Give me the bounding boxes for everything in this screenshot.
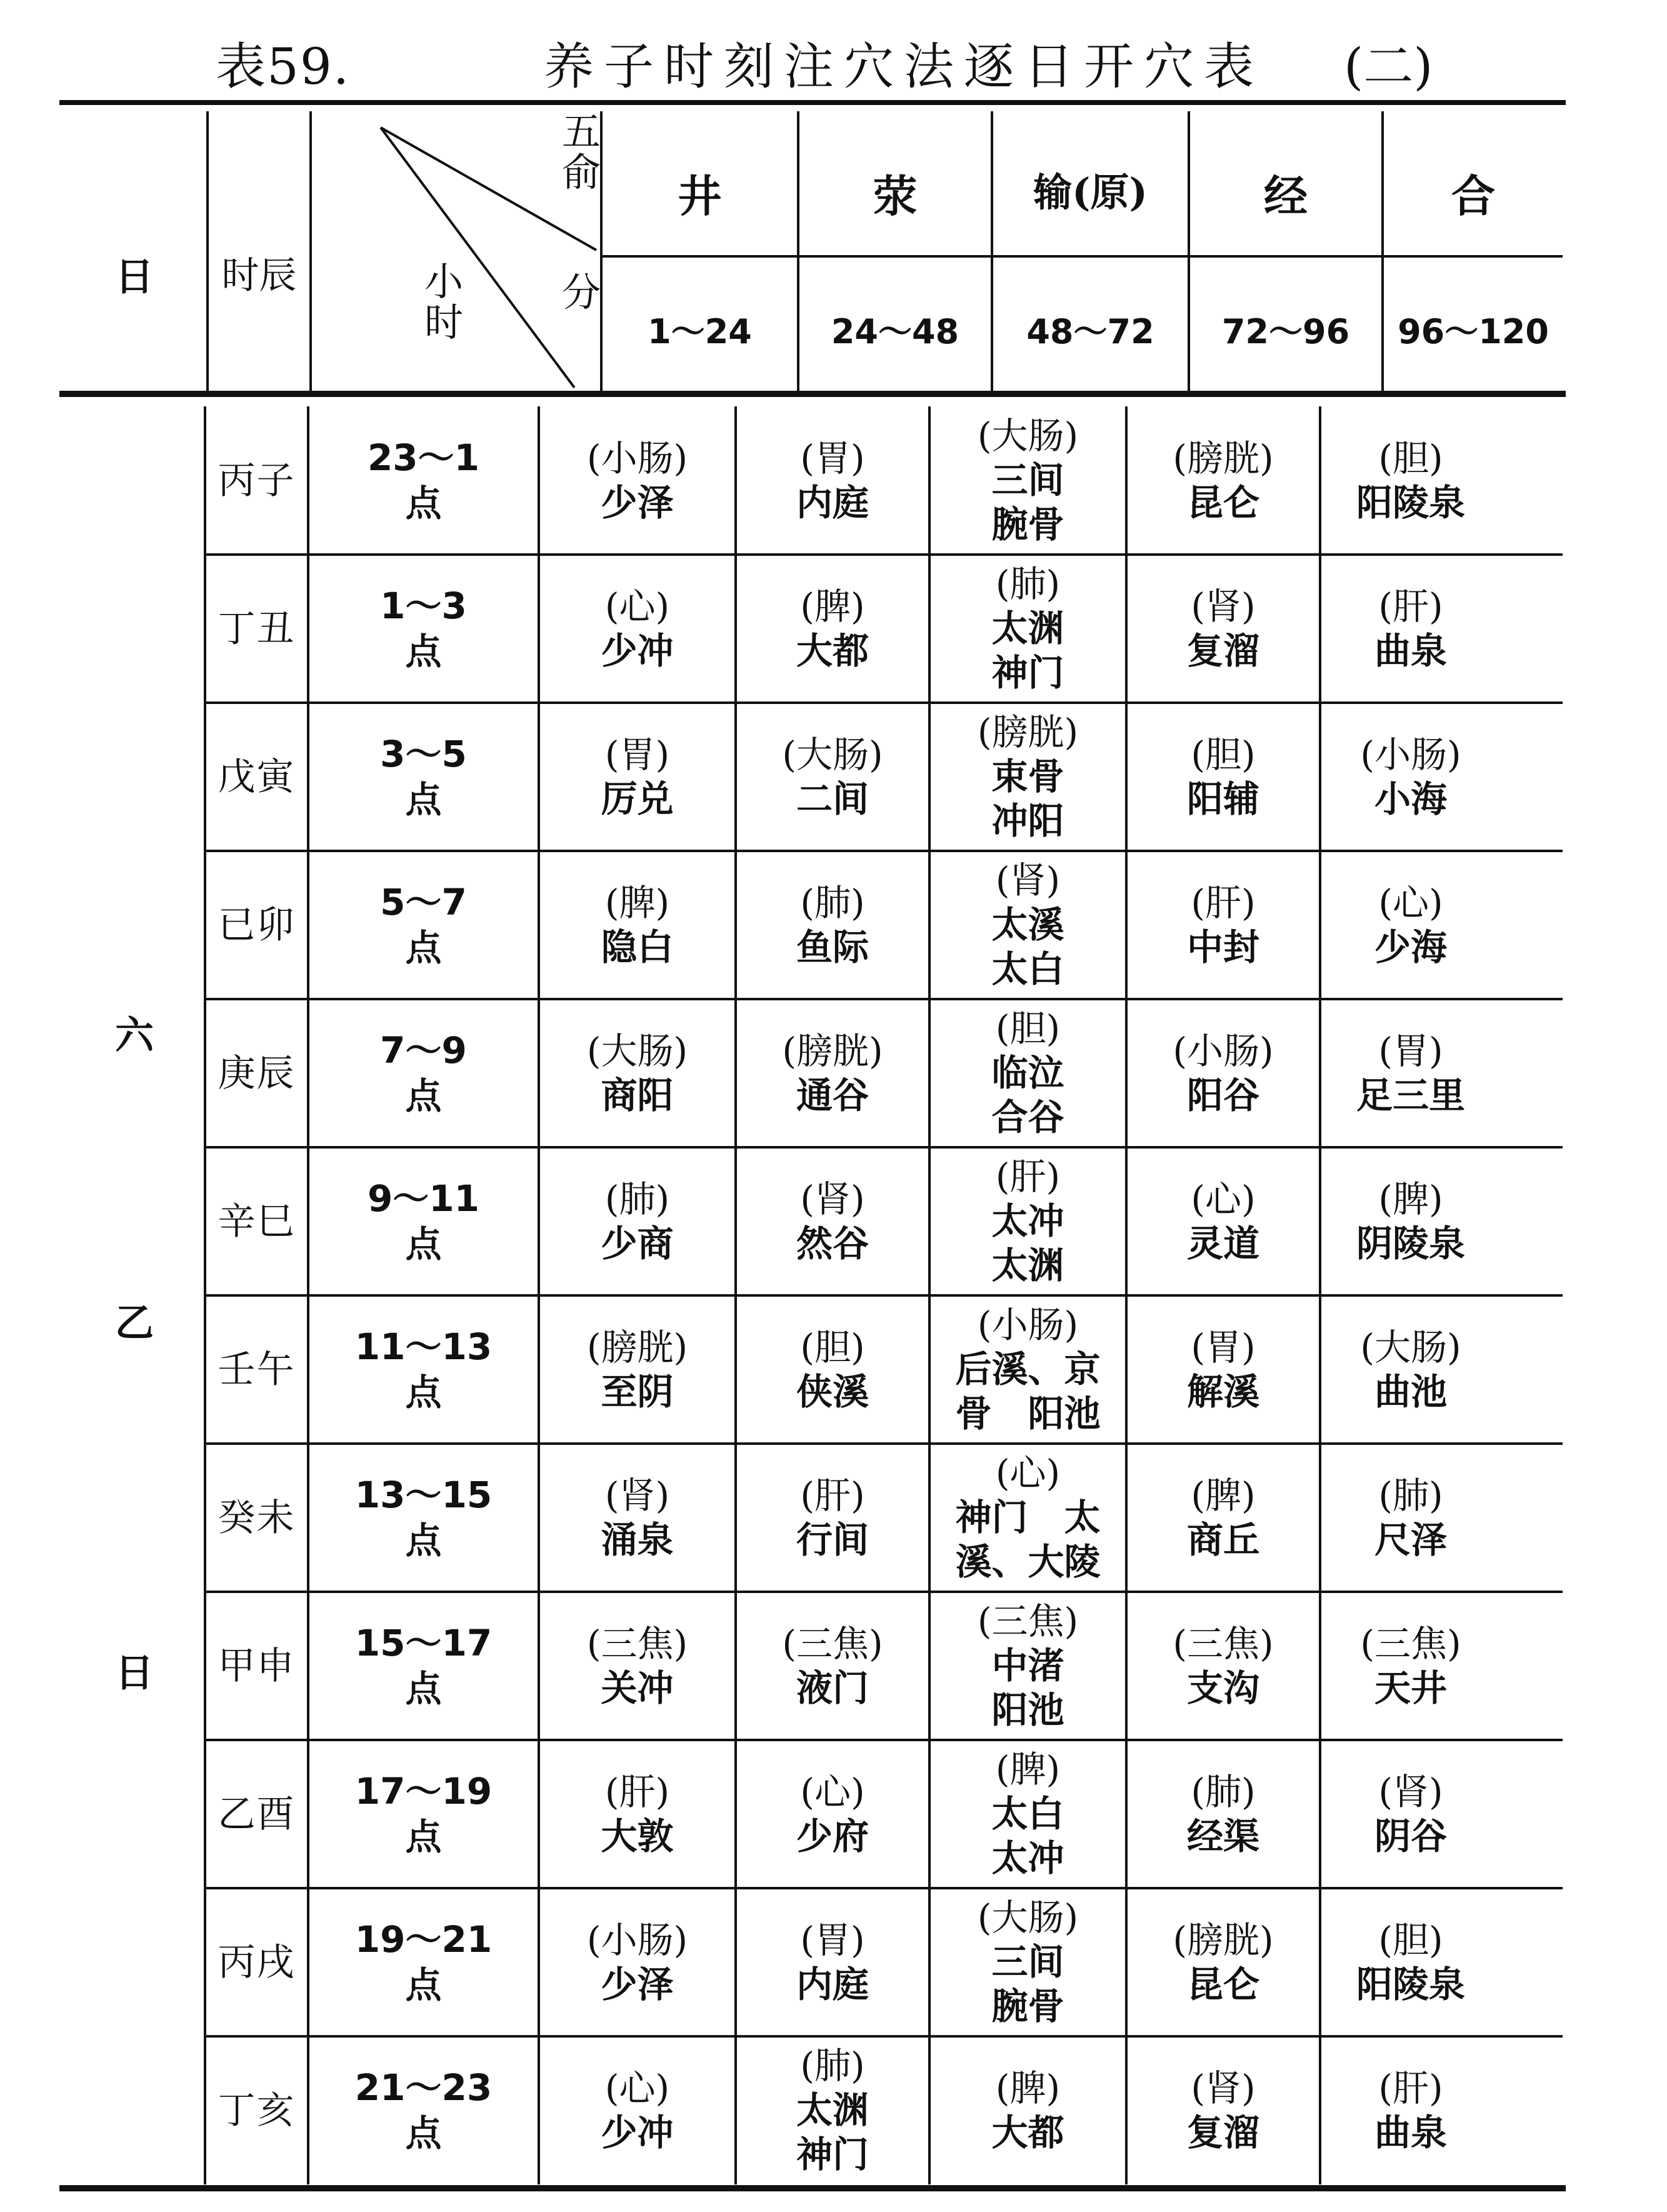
meridian-label: (肺) bbox=[800, 881, 865, 924]
acupoint-name: 神门 太 溪、大陵 bbox=[955, 1496, 1101, 1583]
shichen-cell: 壬午 bbox=[218, 1347, 296, 1392]
acupoint-cell bbox=[931, 1888, 1125, 2036]
header-day: 日 bbox=[114, 254, 154, 299]
acupoint-name: 足三里 bbox=[1356, 1073, 1465, 1117]
acupoint-name: 太渊 神门 bbox=[991, 607, 1064, 694]
meridian-label: (三焦) bbox=[1360, 1622, 1461, 1665]
col-header-jing-well: 井 bbox=[678, 170, 722, 222]
meridian-label: (小肠) bbox=[977, 1304, 1079, 1347]
acupoint-name: 涌泉 bbox=[601, 1518, 674, 1561]
acupoint-cell bbox=[931, 1295, 1125, 1444]
hours-cell bbox=[309, 1295, 538, 1444]
shichen-cell: 丁丑 bbox=[218, 606, 296, 651]
acupoint-cell bbox=[737, 1592, 928, 1740]
acupoint-cell bbox=[540, 406, 734, 555]
meridian-label: (脾) bbox=[1378, 1177, 1443, 1220]
acupoint-name: 昆仑 bbox=[1186, 1963, 1259, 2006]
acupoint-cell bbox=[1321, 1888, 1500, 2036]
hours-unit: 点 bbox=[405, 1815, 442, 1858]
acupoint-name: 天井 bbox=[1374, 1666, 1447, 1709]
acupoint-name: 商丘 bbox=[1186, 1518, 1259, 1561]
acupoint-name: 商阳 bbox=[601, 1073, 674, 1117]
meridian-label: (肝) bbox=[995, 1155, 1061, 1199]
acupoint-name: 阴陵泉 bbox=[1356, 1222, 1465, 1265]
acupoint-name: 尺泽 bbox=[1374, 1518, 1447, 1561]
hours-range: 3～5 bbox=[380, 733, 467, 775]
acupoint-name: 阴谷 bbox=[1374, 1814, 1447, 1858]
top-rule bbox=[59, 100, 1566, 105]
acupoint-name: 阳陵泉 bbox=[1356, 1963, 1465, 2006]
acupoint-name: 中封 bbox=[1186, 925, 1259, 968]
day-label-char: 乙 bbox=[114, 1300, 154, 1345]
meridian-label: (大肠) bbox=[782, 733, 883, 776]
hours-unit: 点 bbox=[405, 2111, 442, 2154]
shichen-cell: 丁亥 bbox=[218, 2088, 296, 2133]
acupoint-cell bbox=[737, 1147, 928, 1295]
acupoint-cell bbox=[1128, 999, 1319, 1147]
table-row bbox=[206, 1444, 1563, 1592]
acupoint-name: 液门 bbox=[796, 1666, 869, 1709]
acupoint-name: 曲池 bbox=[1374, 1370, 1447, 1413]
acupoint-cell bbox=[1321, 1740, 1500, 1888]
meridian-label: (三焦) bbox=[1173, 1622, 1274, 1665]
meridian-label: (肺) bbox=[800, 2044, 865, 2088]
hours-cell bbox=[309, 703, 538, 851]
meridian-label: (小肠) bbox=[586, 1918, 688, 1961]
acupoint-cell bbox=[540, 851, 734, 999]
hours-unit: 点 bbox=[405, 778, 442, 821]
hours-cell bbox=[309, 1888, 538, 2036]
meridian-label: (胆) bbox=[995, 1007, 1061, 1050]
meridian-label: (肾) bbox=[1191, 585, 1256, 628]
shichen-cell: 丙子 bbox=[218, 458, 296, 503]
table-row bbox=[206, 999, 1563, 1147]
shichen-cell: 戊寅 bbox=[218, 755, 296, 799]
table-row bbox=[206, 1147, 1563, 1295]
hours-cell bbox=[309, 1740, 538, 1888]
meridian-label: (肾) bbox=[1378, 1770, 1443, 1813]
acupoint-name: 三间 腕骨 bbox=[991, 459, 1064, 546]
acupoint-cell bbox=[540, 1444, 734, 1592]
meridian-label: (胆) bbox=[1191, 733, 1256, 776]
acupoint-name: 行间 bbox=[796, 1518, 869, 1561]
acupoint-cell bbox=[931, 1147, 1125, 1295]
table-row bbox=[206, 703, 1563, 851]
acupoint-cell bbox=[1321, 1147, 1500, 1295]
acupoint-cell bbox=[1321, 851, 1500, 999]
acupoint-cell bbox=[931, 1444, 1125, 1592]
acupoint-cell bbox=[540, 703, 734, 851]
acupoint-cell bbox=[1321, 1592, 1500, 1740]
acupoint-cell bbox=[1321, 2036, 1500, 2184]
acupoint-name: 侠溪 bbox=[796, 1370, 869, 1413]
acupoint-cell bbox=[540, 999, 734, 1147]
acupoint-name: 少商 bbox=[601, 1222, 674, 1265]
acupoint-name: 内庭 bbox=[796, 481, 869, 524]
day-label-char: 日 bbox=[114, 1650, 154, 1696]
meridian-label: (心) bbox=[995, 1452, 1061, 1495]
table-body bbox=[206, 406, 1563, 2185]
acupoint-cell bbox=[1128, 1592, 1319, 1740]
meridian-label: (脾) bbox=[1191, 1474, 1256, 1517]
meridian-label: (膀胱) bbox=[782, 1029, 883, 1072]
table-caption bbox=[0, 14, 1667, 96]
acupoint-cell bbox=[540, 1295, 734, 1444]
meridian-label: (脾) bbox=[995, 1748, 1061, 1791]
meridian-label: (肝) bbox=[1378, 585, 1443, 628]
acupoint-name: 曲泉 bbox=[1374, 629, 1447, 672]
acupoint-cell bbox=[737, 1740, 928, 1888]
hours-cell bbox=[309, 1147, 538, 1295]
hours-cell bbox=[309, 2036, 538, 2184]
acupoint-cell bbox=[737, 406, 928, 555]
meridian-label: (胆) bbox=[1378, 1918, 1443, 1961]
meridian-label: (脾) bbox=[800, 585, 865, 628]
table-number: 表59. bbox=[216, 38, 351, 96]
acupoint-cell bbox=[540, 2036, 734, 2184]
shichen-cell: 甲申 bbox=[218, 1644, 296, 1688]
meridian-label: (肝) bbox=[1191, 881, 1256, 924]
meridian-label: (大肠) bbox=[586, 1029, 688, 1072]
hours-range: 9～11 bbox=[367, 1177, 480, 1220]
col-header-shu: 输(原) bbox=[1033, 169, 1148, 215]
meridian-label: (心) bbox=[1191, 1177, 1256, 1220]
acupoint-cell bbox=[540, 1147, 734, 1295]
table-row bbox=[206, 406, 1563, 555]
table-part: (二) bbox=[1344, 38, 1433, 96]
acupoint-name: 临泣 合谷 bbox=[991, 1052, 1064, 1139]
hours-unit: 点 bbox=[405, 481, 442, 525]
meridian-label: (胃) bbox=[604, 733, 670, 776]
acupoint-name: 厉兑 bbox=[601, 777, 674, 820]
col-header-jing-river: 经 bbox=[1264, 170, 1308, 222]
meridian-label: (肝) bbox=[1378, 2066, 1443, 2109]
acupoint-cell bbox=[1128, 2036, 1319, 2184]
acupoint-cell bbox=[1128, 1888, 1319, 2036]
acupoint-name: 阳谷 bbox=[1186, 1073, 1259, 1117]
col-header-ying: 荥 bbox=[873, 170, 917, 222]
table-row bbox=[206, 1740, 1563, 1888]
meridian-label: (肾) bbox=[995, 859, 1061, 902]
acupoint-name: 复溜 bbox=[1186, 629, 1259, 672]
acupoint-name: 通谷 bbox=[796, 1073, 869, 1117]
meridian-label: (大肠) bbox=[977, 1896, 1079, 1939]
acupoint-cell bbox=[1128, 1740, 1319, 1888]
meridian-label: (胆) bbox=[800, 1325, 865, 1369]
hours-cell bbox=[309, 999, 538, 1147]
hours-cell bbox=[309, 851, 538, 999]
hours-cell bbox=[309, 1444, 538, 1592]
meridian-label: (肺) bbox=[995, 563, 1061, 606]
hours-unit: 点 bbox=[405, 1370, 442, 1414]
table-row bbox=[206, 851, 1563, 999]
acupoint-cell bbox=[1321, 999, 1500, 1147]
shichen-cell: 癸未 bbox=[218, 1496, 296, 1540]
meridian-label: (肾) bbox=[800, 1177, 865, 1220]
diagonal-lines bbox=[312, 105, 600, 391]
acupoint-cell bbox=[737, 703, 928, 851]
bottom-rule bbox=[59, 2185, 1566, 2191]
acupoint-name: 少冲 bbox=[601, 2111, 674, 2154]
acupoint-name: 少海 bbox=[1374, 925, 1447, 968]
acupoint-cell bbox=[1128, 1147, 1319, 1295]
acupoint-cell bbox=[1128, 555, 1319, 703]
day-label bbox=[63, 397, 206, 2185]
meridian-label: (膀胱) bbox=[1173, 1918, 1274, 1961]
acupoint-cell bbox=[737, 999, 928, 1147]
header-rule bbox=[59, 391, 1566, 397]
acupoint-name: 三间 腕骨 bbox=[991, 1941, 1064, 2028]
meridian-label: (胃) bbox=[1191, 1325, 1256, 1369]
meridian-label: (心) bbox=[1378, 881, 1443, 924]
acupoint-name: 隐白 bbox=[601, 925, 674, 968]
diagonal-header bbox=[312, 105, 600, 391]
meridian-label: (小肠) bbox=[1173, 1029, 1274, 1072]
acupoint-name: 少泽 bbox=[601, 1963, 674, 2006]
table-header bbox=[63, 105, 1563, 391]
acupoint-name: 复溜 bbox=[1186, 2111, 1259, 2154]
acupoint-cell bbox=[737, 851, 928, 999]
diag-top-label: 五 俞 bbox=[562, 109, 601, 196]
meridian-label: (肾) bbox=[604, 1474, 670, 1517]
meridian-label: (脾) bbox=[604, 881, 670, 924]
meridian-label: (小肠) bbox=[1360, 733, 1461, 776]
shichen-cell: 丙戌 bbox=[218, 1940, 296, 1984]
shichen-cell: 辛巳 bbox=[218, 1199, 296, 1244]
range-2: 24～48 bbox=[831, 312, 959, 351]
meridian-label: (心) bbox=[604, 2066, 670, 2109]
range-1: 1～24 bbox=[648, 312, 752, 351]
hours-range: 1～3 bbox=[380, 585, 467, 627]
diag-left-label: 小 时 bbox=[424, 259, 464, 346]
acupoint-cell bbox=[1321, 1444, 1500, 1592]
acupoint-name: 束骨 冲阳 bbox=[991, 755, 1064, 842]
acupoint-cell bbox=[931, 703, 1125, 851]
acupoint-cell bbox=[540, 1592, 734, 1740]
hours-range: 23～1 bbox=[367, 436, 480, 479]
acupoint-cell bbox=[1128, 1295, 1319, 1444]
hours-cell bbox=[309, 555, 538, 703]
acupoint-name: 太冲 太渊 bbox=[991, 1200, 1064, 1287]
acupoint-cell bbox=[1321, 703, 1500, 851]
acupoint-cell bbox=[737, 1888, 928, 2036]
meridian-label: (三焦) bbox=[977, 1600, 1079, 1643]
hours-unit: 点 bbox=[405, 1667, 442, 1710]
range-5: 96～120 bbox=[1398, 312, 1549, 351]
hours-unit: 点 bbox=[405, 1074, 442, 1117]
hours-unit: 点 bbox=[405, 926, 442, 969]
acupoint-name: 关冲 bbox=[601, 1666, 674, 1709]
acupoint-name: 大都 bbox=[796, 629, 869, 672]
acupoint-name: 少冲 bbox=[601, 629, 674, 672]
acupoint-name: 然谷 bbox=[796, 1222, 869, 1265]
acupoint-cell bbox=[931, 851, 1125, 999]
meridian-label: (小肠) bbox=[586, 436, 688, 480]
hours-range: 19～21 bbox=[354, 1918, 493, 1961]
meridian-label: (膀胱) bbox=[586, 1325, 688, 1369]
day-label-char: 六 bbox=[114, 1012, 154, 1058]
meridian-label: (肝) bbox=[604, 1770, 670, 1813]
table-row bbox=[206, 555, 1563, 703]
acupoint-cell bbox=[931, 1592, 1125, 1740]
acupoint-cell bbox=[1321, 555, 1500, 703]
meridian-label: (肺) bbox=[604, 1177, 670, 1220]
hours-unit: 点 bbox=[405, 630, 442, 673]
meridian-label: (肾) bbox=[1191, 2066, 1256, 2109]
meridian-label: (膀胱) bbox=[977, 711, 1079, 754]
acupoint-cell bbox=[931, 1740, 1125, 1888]
acupoint-cell bbox=[737, 2036, 928, 2184]
diag-right-label: 分 bbox=[562, 269, 601, 315]
acupoint-name: 少泽 bbox=[601, 481, 674, 524]
shichen-cell: 已卯 bbox=[218, 903, 296, 947]
acupoint-cell bbox=[737, 1444, 928, 1592]
shichen-cell: 庚辰 bbox=[218, 1051, 296, 1095]
acupoint-name: 大都 bbox=[991, 2111, 1064, 2154]
meridian-label: (三焦) bbox=[782, 1622, 883, 1665]
acupoint-name: 太溪 太白 bbox=[991, 903, 1064, 990]
acupoint-name: 解溪 bbox=[1186, 1370, 1259, 1413]
acupoint-cell bbox=[737, 555, 928, 703]
acupoint-name: 经渠 bbox=[1186, 1814, 1259, 1858]
hours-range: 7～9 bbox=[380, 1029, 467, 1072]
acupoint-name: 灵道 bbox=[1186, 1222, 1259, 1265]
meridian-label: (胃) bbox=[800, 436, 865, 480]
acupoint-name: 少府 bbox=[796, 1814, 869, 1858]
acupoint-cell bbox=[1321, 406, 1500, 555]
header-shichen: 时辰 bbox=[221, 254, 297, 298]
col-header-he: 合 bbox=[1451, 170, 1495, 222]
acupoint-cell bbox=[1128, 406, 1319, 555]
range-4: 72～96 bbox=[1221, 312, 1350, 351]
acupoint-name: 阳辅 bbox=[1186, 777, 1259, 820]
acupoint-cell bbox=[737, 1295, 928, 1444]
meridian-label: (心) bbox=[604, 585, 670, 628]
acupoint-name: 内庭 bbox=[796, 1963, 869, 2006]
meridian-label: (肺) bbox=[1378, 1474, 1443, 1517]
acupoint-name: 二间 bbox=[796, 777, 869, 820]
table-row bbox=[206, 1592, 1563, 1740]
table-row bbox=[206, 1295, 1563, 1444]
hours-range: 21～23 bbox=[354, 2066, 493, 2109]
acupoint-cell bbox=[540, 1888, 734, 2036]
meridian-label: (大肠) bbox=[977, 415, 1079, 458]
acupoint-cell bbox=[931, 555, 1125, 703]
meridian-label: (胆) bbox=[1378, 436, 1443, 480]
meridian-label: (肝) bbox=[800, 1474, 865, 1517]
meridian-label: (胃) bbox=[1378, 1029, 1443, 1072]
acupoint-cell bbox=[1128, 1444, 1319, 1592]
meridian-label: (大肠) bbox=[1360, 1325, 1461, 1369]
hours-range: 17～19 bbox=[354, 1770, 493, 1812]
acupoint-name: 中渚 阳池 bbox=[991, 1644, 1064, 1731]
hours-cell bbox=[309, 406, 538, 555]
acupoint-name: 小海 bbox=[1374, 777, 1447, 820]
acupoint-name: 太渊 神门 bbox=[796, 2089, 869, 2176]
meridian-label: (三焦) bbox=[586, 1622, 688, 1665]
hours-range: 13～15 bbox=[354, 1474, 493, 1516]
meridian-label: (脾) bbox=[995, 2066, 1061, 2109]
range-3: 48～72 bbox=[1026, 312, 1154, 351]
table-title: 养子时刻注穴法逐日开穴表 bbox=[544, 38, 1264, 96]
hours-unit: 点 bbox=[405, 1963, 442, 2006]
hours-unit: 点 bbox=[405, 1519, 442, 1562]
meridian-label: (肺) bbox=[1191, 1770, 1256, 1813]
acupoint-name: 曲泉 bbox=[1374, 2111, 1447, 2154]
acupoint-name: 昆仑 bbox=[1186, 481, 1259, 524]
shichen-cell: 乙酉 bbox=[218, 1792, 296, 1836]
acupoint-name: 阳陵泉 bbox=[1356, 481, 1465, 524]
acupoint-cell bbox=[931, 999, 1125, 1147]
acupoint-name: 至阴 bbox=[601, 1370, 674, 1413]
acupoint-cell bbox=[540, 555, 734, 703]
table-row bbox=[206, 2036, 1563, 2184]
acupoint-cell bbox=[931, 406, 1125, 555]
meridian-label: (胃) bbox=[800, 1918, 865, 1961]
acupoint-cell bbox=[1128, 703, 1319, 851]
hours-range: 5～7 bbox=[380, 881, 467, 923]
hours-cell bbox=[309, 1592, 538, 1740]
acupoint-cell bbox=[540, 1740, 734, 1888]
hours-range: 11～13 bbox=[354, 1325, 493, 1368]
acupoint-cell bbox=[1128, 851, 1319, 999]
hours-unit: 点 bbox=[405, 1222, 442, 1265]
acupoint-cell bbox=[1321, 1295, 1500, 1444]
acupoint-cell bbox=[931, 2036, 1125, 2184]
acupoint-name: 支沟 bbox=[1186, 1666, 1259, 1709]
acupoint-name: 大敦 bbox=[601, 1814, 674, 1858]
table-row bbox=[206, 1888, 1563, 2036]
meridian-label: (膀胱) bbox=[1173, 436, 1274, 480]
acupoint-name: 后溪、京 骨 阳池 bbox=[955, 1348, 1101, 1435]
hours-range: 15～17 bbox=[354, 1622, 493, 1664]
acupoint-name: 鱼际 bbox=[796, 925, 869, 968]
meridian-label: (心) bbox=[800, 1770, 865, 1813]
acupoint-name: 太白 太冲 bbox=[991, 1792, 1064, 1879]
